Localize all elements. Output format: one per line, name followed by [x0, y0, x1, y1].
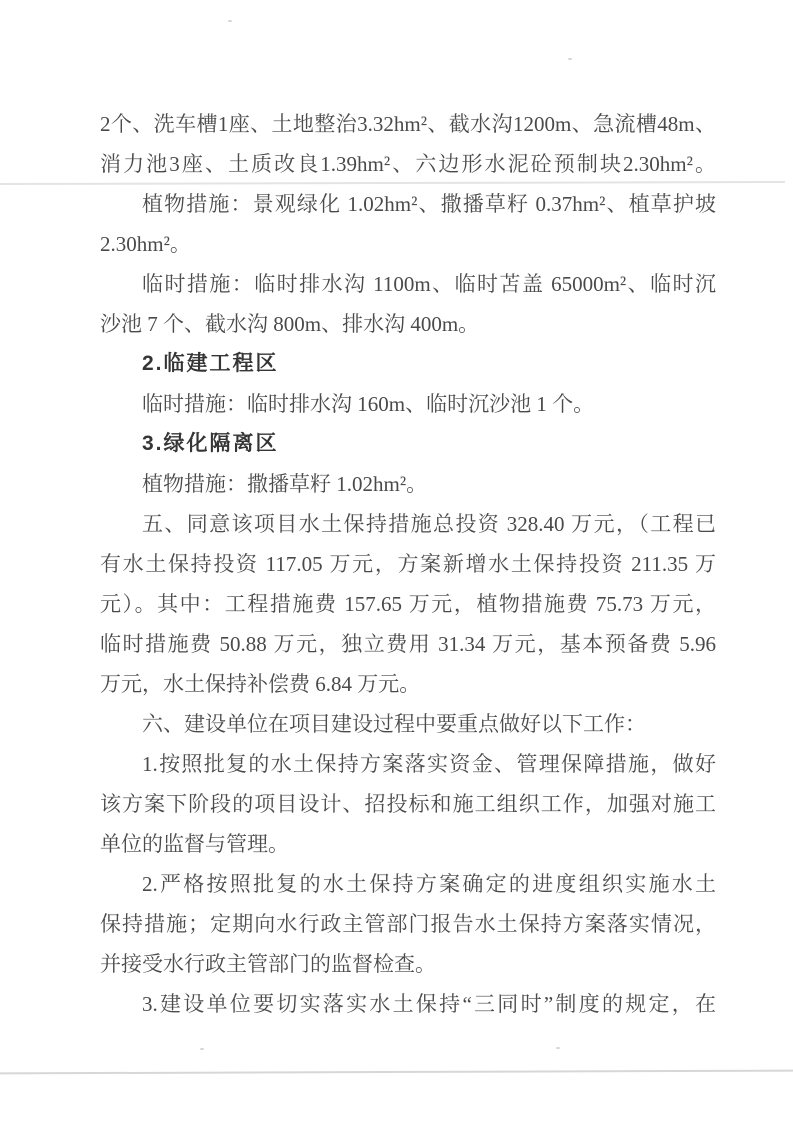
scan-artifact-line-bottom — [0, 1070, 793, 1075]
text-line: 保持措施；定期向水行政主管部门报告水土保持方案落实情况， — [100, 912, 716, 936]
section-heading: 2.临建工程区 — [142, 352, 279, 375]
text-line: 并接受水行政主管部门的监督检查。 — [100, 952, 436, 976]
text-line: 植物措施：撒播草籽 1.02hm²。 — [142, 472, 428, 496]
document-body — [100, 104, 716, 1024]
text-line: 单位的监督与管理。 — [100, 832, 289, 856]
scan-speck — [556, 1047, 560, 1049]
text-line: 万元，水土保持补偿费 6.84 万元。 — [100, 672, 421, 696]
text-line: 2.30hm²。 — [100, 232, 191, 256]
text-line: 有水土保持投资 117.05 万元，方案新增水土保持投资 211.35 万 — [100, 552, 716, 576]
text-line: 消力池3座、土质改良1.39hm²、六边形水泥砼预制块2.30hm²。 — [100, 152, 716, 176]
text-line: 沙池 7 个、截水沟 800m、排水沟 400m。 — [100, 312, 480, 336]
scan-speck — [228, 20, 232, 22]
text-line: 2个、洗车槽1座、土地整治3.32hm²、截水沟1200m、急流槽48m、 — [100, 112, 716, 136]
text-line: 临时措施：临时排水沟 160m、临时沉沙池 1 个。 — [142, 392, 595, 416]
text-line: 2.严格按照批复的水土保持方案确定的进度组织实施水土 — [142, 872, 716, 896]
text-line: 五、同意该项目水土保持措施总投资 328.40 万元，（工程已 — [142, 512, 716, 536]
text-line: 植物措施：景观绿化 1.02hm²、撒播草籽 0.37hm²、植草护坡 — [142, 192, 716, 216]
scan-speck — [200, 1048, 204, 1050]
text-line: 该方案下阶段的项目设计、招投标和施工组织工作，加强对施工 — [100, 792, 716, 816]
text-line: 临时措施费 50.88 万元，独立费用 31.34 万元，基本预备费 5.96 — [100, 632, 716, 656]
text-line: 六、建设单位在项目建设过程中要重点做好以下工作： — [142, 712, 646, 736]
text-line: 元）。其中：工程措施费 157.65 万元，植物措施费 75.73 万元， — [100, 592, 716, 616]
text-line: 1.按照批复的水土保持方案落实资金、管理保障措施，做好 — [142, 752, 716, 776]
scan-speck — [568, 58, 572, 60]
text-line: 3.建设单位要切实落实水土保持“三同时”制度的规定，在 — [142, 992, 716, 1016]
section-heading: 3.绿化隔离区 — [142, 432, 279, 455]
text-line: 临时措施：临时排水沟 1100m、临时苫盖 65000m²、临时沉 — [142, 272, 716, 296]
